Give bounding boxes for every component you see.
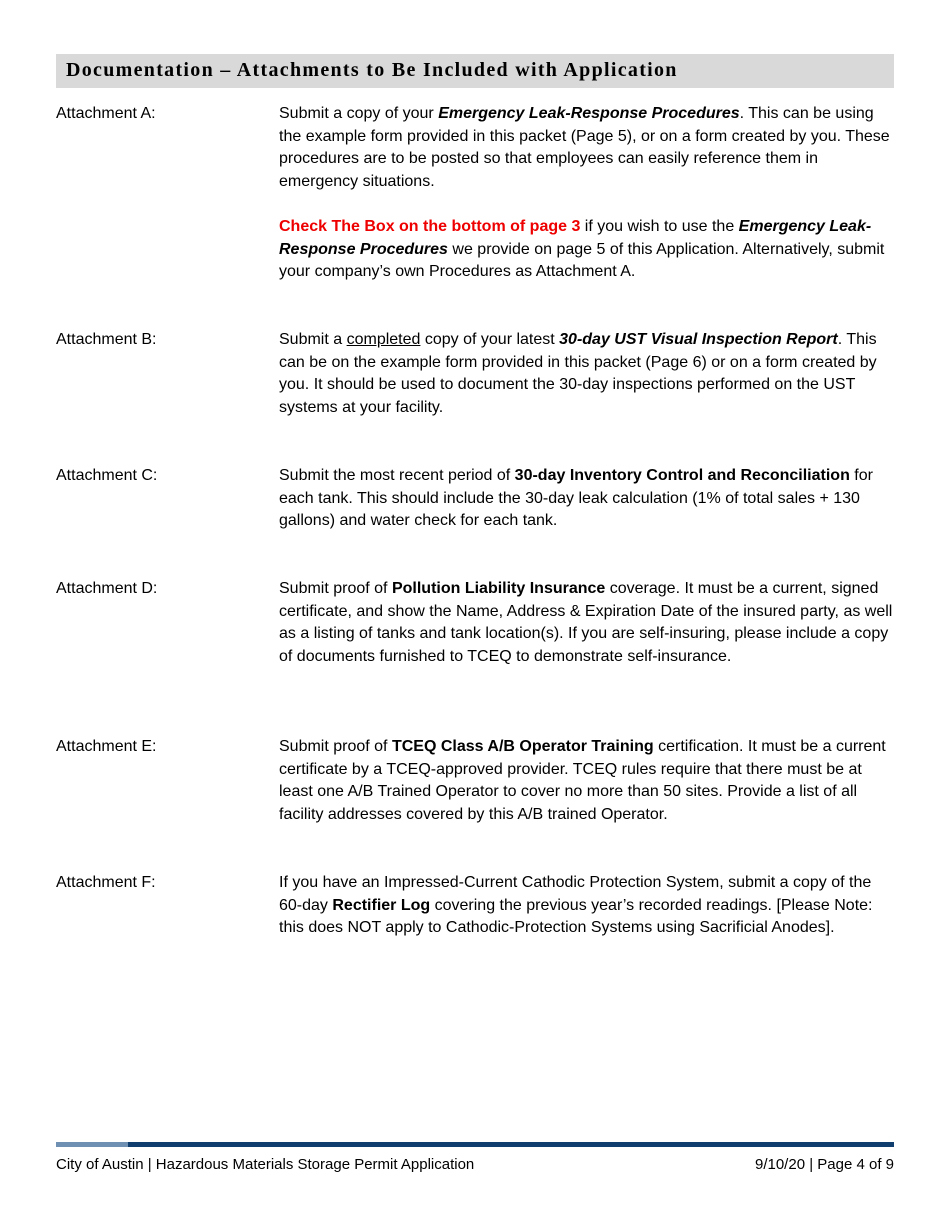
text-span: . This can be on the example form provided in this packet (Page 6) or on a form created by you. It should be used to document the 30-day inspections performed on the UST systems at your facility. — [279, 331, 877, 416]
red-notice-text: Check The Box on the bottom of page 3 — [279, 217, 581, 235]
text-span: If you have an Impressed-Current Cathodic Protection System, submit a copy of the 60-day — [279, 874, 872, 914]
attachment-b-paragraph — [279, 329, 897, 419]
text-span: if you wish to use the — [580, 217, 739, 235]
bold-text: 30-day Inventory Control and Reconciliation — [514, 467, 850, 484]
attachment-b-body — [279, 329, 897, 419]
section-title: Documentation – Attachments to Be Included with Application — [66, 59, 678, 81]
attachment-a-paragraph-2 — [279, 216, 897, 284]
attachment-f-paragraph — [279, 872, 897, 940]
emphasis-text: 30-day UST Visual Inspection Report — [559, 331, 838, 348]
text-span: certification. It must be a current certificate by a TCEQ-approved provider. TCEQ rules require that there must be at least one A/B Trained Operator to cover no more than 50 sites. Provide a list of all facility addresses covered by this A/B trained Operator. — [279, 738, 886, 823]
attachment-d-body — [279, 578, 897, 668]
footer-page-info: 9/10/20 | Page 4 of 9 — [754, 1156, 894, 1173]
attachment-b-label: Attachment B: — [56, 331, 157, 348]
emphasis-text: Emergency Leak-Response Procedures — [438, 105, 740, 122]
attachment-d-paragraph — [279, 578, 897, 668]
attachment-c-label: Attachment C: — [56, 467, 158, 484]
section-header-bar — [56, 54, 894, 88]
footer-document-title: City of Austin | Hazardous Materials Storage Permit Application — [56, 1156, 475, 1173]
attachment-e-paragraph — [279, 736, 897, 826]
bold-text: Rectifier Log — [332, 896, 431, 914]
attachment-e-label: Attachment E: — [56, 738, 157, 755]
text-span: Submit a — [279, 331, 347, 348]
attachment-c-paragraph — [279, 465, 897, 533]
text-span: Submit proof of — [279, 580, 392, 597]
attachment-e-body — [279, 736, 897, 826]
text-span: Submit a copy of your — [279, 105, 439, 122]
attachment-f-label: Attachment F: — [56, 874, 156, 891]
footer-divider — [128, 1142, 894, 1147]
attachment-f-body — [279, 872, 897, 940]
attachment-a-body — [279, 103, 897, 284]
attachment-a-paragraph-1 — [279, 103, 897, 193]
text-span: we provide on page 5 of this Application. Alternatively, submit your company’s own Procedures as Attachment A. — [279, 240, 885, 281]
bold-text: Pollution Liability Insurance — [391, 580, 606, 597]
attachment-c-body — [279, 465, 897, 533]
attachment-d-label: Attachment D: — [56, 580, 158, 597]
emphasis-text: Emergency Leak-Response Procedures — [279, 217, 872, 258]
text-span: for each tank. This should include the 30-day leak calculation (1% of total sales + 130 gallons) and water check for each tank. — [279, 467, 873, 530]
bold-text: TCEQ Class A/B Operator Training — [391, 738, 654, 755]
text-span: coverage. It must be a current, signed certificate, and show the Name, Address & Expiration Date of the insured party, as well as a listing of tanks and tank location(s). If you are self-insuring, please include a copy of documents furnished to TCEQ to demonstrate self-insurance. — [279, 580, 893, 665]
underlined-text: completed — [346, 331, 421, 348]
text-span: covering the previous year’s recorded readings. [Please Note: this does NOT apply to Cathodic-Protection Systems using Sacrificial Anodes]. — [279, 896, 873, 937]
attachment-a-label: Attachment A: — [56, 105, 156, 122]
text-span: . This can be using the example form provided in this packet (Page 5), or on a form created by you. These procedures are to be posted so that employees can easily reference them in emergency situations. — [279, 105, 890, 190]
text-span: copy of your latest — [420, 331, 560, 348]
text-span: Submit the most recent period of — [279, 467, 515, 484]
text-span: Submit proof of — [279, 738, 392, 755]
